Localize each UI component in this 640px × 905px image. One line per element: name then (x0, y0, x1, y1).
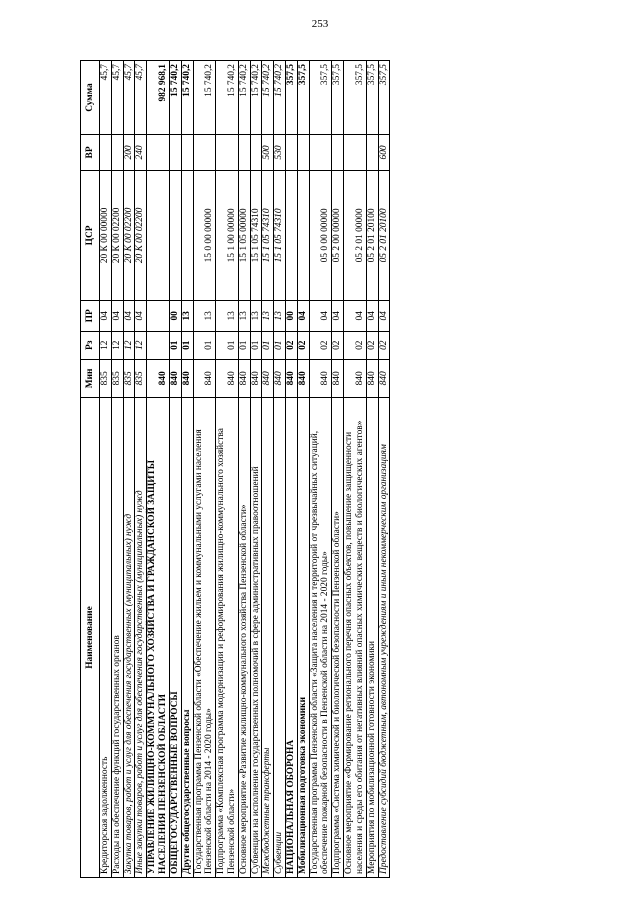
cell-sum: 15 740,2 (262, 61, 274, 135)
cell-vr (344, 135, 367, 171)
cell-name: Основное мероприятие «Развитие жилищно-коммунального хозяйства Пензенской области» (238, 398, 250, 878)
cell-vr: 530 (274, 135, 286, 171)
cell-min: 840 (297, 359, 309, 397)
cell-pr (147, 301, 170, 332)
cell-pr: 13 (193, 301, 216, 332)
cell-min: 835 (135, 359, 147, 397)
cell-rz: 01 (262, 331, 274, 359)
cell-pr: 13 (216, 301, 239, 332)
cell-sum: 357,5 (309, 61, 332, 135)
table-row (332, 61, 344, 878)
header-sum: Сумма (81, 61, 100, 135)
cell-name: ОБЩЕГОСУДАРСТВЕННЫЕ ВОПРОСЫ (169, 398, 181, 878)
cell-name: Мероприятия по мобилизационной готовности экономики (366, 398, 378, 878)
cell-name: Закупка товаров, работ и услуг для обеспечения государственных (муниципальных) нужд (123, 398, 135, 878)
cell-name: Подпрограмма «Система химической и биологической безопасности Пензенской области» (332, 398, 344, 878)
table-row (216, 61, 239, 878)
table-row (274, 61, 286, 878)
cell-pr: 13 (250, 301, 262, 332)
table-row (111, 61, 123, 878)
cell-rz: 01 (250, 331, 262, 359)
cell-rz (147, 331, 170, 359)
cell-min: 840 (193, 359, 216, 397)
cell-vr (238, 135, 250, 171)
cell-csr: 15 1 05 74310 (274, 170, 286, 300)
cell-min: 835 (100, 359, 112, 397)
table-row (169, 61, 181, 878)
cell-name: НАЦИОНАЛЬНАЯ ОБОРОНА (286, 398, 298, 878)
table-row (100, 61, 112, 878)
cell-rz: 01 (181, 331, 193, 359)
cell-name: Мобилизационная подготовка экономики (297, 398, 309, 878)
cell-min: 840 (147, 359, 170, 397)
cell-name: Субвенции на исполнение государственных полномочий в сфере административных правоотношений (250, 398, 262, 878)
cell-csr: 15 1 05 74310 (250, 170, 262, 300)
cell-vr (309, 135, 332, 171)
cell-rz: 01 (238, 331, 250, 359)
table-row (378, 61, 390, 878)
cell-min: 840 (238, 359, 250, 397)
cell-sum: 15 740,2 (216, 61, 239, 135)
cell-pr: 04 (111, 301, 123, 332)
cell-sum: 357,5 (366, 61, 378, 135)
cell-sum: 15 740,2 (193, 61, 216, 135)
cell-min: 840 (216, 359, 239, 397)
cell-pr: 13 (262, 301, 274, 332)
table-row (147, 61, 170, 878)
cell-pr: 04 (366, 301, 378, 332)
table-row (238, 61, 250, 878)
cell-name: Государственная программа Пензенской области «Защита населения и территорий от чрезвычайных ситуаций, обеспечение пожарной безопасности в Пензенской области на 2014 - 2020 годы» (309, 398, 332, 878)
cell-rz: 01 (216, 331, 239, 359)
cell-min: 840 (274, 359, 286, 397)
cell-rz: 02 (297, 331, 309, 359)
cell-name: Межбюджетные трансферты (262, 398, 274, 878)
table-row (297, 61, 309, 878)
cell-rz: 02 (286, 331, 298, 359)
cell-name: Расходы на обеспечение функций государственных органов (111, 398, 123, 878)
cell-rz: 01 (274, 331, 286, 359)
cell-pr: 04 (123, 301, 135, 332)
cell-rz: 12 (123, 331, 135, 359)
table-row (123, 61, 135, 878)
cell-min: 835 (111, 359, 123, 397)
table-header-row (81, 61, 100, 878)
cell-pr: 04 (297, 301, 309, 332)
cell-pr: 00 (286, 301, 298, 332)
cell-vr: 240 (135, 135, 147, 171)
cell-vr (100, 135, 112, 171)
cell-csr (297, 170, 309, 300)
table-row (181, 61, 193, 878)
cell-csr: 20 К 00 02200 (111, 170, 123, 300)
cell-vr (181, 135, 193, 171)
cell-vr (111, 135, 123, 171)
cell-pr: 13 (274, 301, 286, 332)
cell-pr: 04 (332, 301, 344, 332)
cell-rz: 01 (193, 331, 216, 359)
budget-table (80, 60, 390, 878)
table-row (193, 61, 216, 878)
cell-vr (250, 135, 262, 171)
cell-vr (286, 135, 298, 171)
cell-csr: 15 1 05 00000 (238, 170, 250, 300)
cell-sum: 357,5 (344, 61, 367, 135)
cell-csr: 15 1 05 74310 (262, 170, 274, 300)
cell-vr (297, 135, 309, 171)
cell-rz: 12 (111, 331, 123, 359)
cell-csr (286, 170, 298, 300)
table-row (366, 61, 378, 878)
cell-csr: 05 0 00 00000 (309, 170, 332, 300)
cell-sum: 45,7 (111, 61, 123, 135)
cell-rz: 02 (332, 331, 344, 359)
cell-sum: 15 740,2 (250, 61, 262, 135)
cell-sum: 45,7 (135, 61, 147, 135)
table-row (135, 61, 147, 878)
cell-sum: 15 740,2 (169, 61, 181, 135)
cell-vr (216, 135, 239, 171)
header-min: Мин (81, 359, 100, 397)
cell-name: УПРАВЛЕНИЕ ЖИЛИЩНО-КОММУНАЛЬНОГО ХОЗЯЙСТВА И ГРАЖДАНСКОЙ ЗАЩИТЫ НАСЕЛЕНИЯ ПЕНЗЕНСКОЙ ОБЛАСТИ (147, 398, 170, 878)
cell-name: Субвенции (274, 398, 286, 878)
cell-rz: 12 (100, 331, 112, 359)
cell-pr: 04 (344, 301, 367, 332)
cell-csr (169, 170, 181, 300)
cell-min: 840 (250, 359, 262, 397)
table-row (286, 61, 298, 878)
cell-rz: 02 (378, 331, 390, 359)
cell-sum: 982 968,1 (147, 61, 170, 135)
table-row (344, 61, 367, 878)
cell-sum: 15 740,2 (181, 61, 193, 135)
cell-min: 840 (169, 359, 181, 397)
cell-csr: 20 К 00 00000 (100, 170, 112, 300)
cell-rz: 12 (135, 331, 147, 359)
cell-name: Основное мероприятие «Формирование регионального перечня опасных объектов, повышение защищенности населения и среды его обитания от негативных влияний опасных химических веществ и биологических агентов» (344, 398, 367, 878)
table-body (100, 61, 390, 878)
cell-sum: 357,5 (378, 61, 390, 135)
cell-min: 840 (366, 359, 378, 397)
table-row (309, 61, 332, 878)
cell-csr: 05 2 01 20100 (366, 170, 378, 300)
cell-min: 840 (181, 359, 193, 397)
cell-min: 835 (123, 359, 135, 397)
cell-pr: 13 (181, 301, 193, 332)
cell-csr: 15 0 00 00000 (193, 170, 216, 300)
cell-csr: 20 К 00 02200 (123, 170, 135, 300)
cell-vr: 200 (123, 135, 135, 171)
cell-csr (147, 170, 170, 300)
cell-min: 840 (309, 359, 332, 397)
table-row (250, 61, 262, 878)
cell-csr (181, 170, 193, 300)
cell-vr: 500 (262, 135, 274, 171)
cell-vr (193, 135, 216, 171)
cell-pr: 00 (169, 301, 181, 332)
cell-csr: 20 К 00 02200 (135, 170, 147, 300)
cell-vr (366, 135, 378, 171)
cell-vr (169, 135, 181, 171)
cell-vr: 600 (378, 135, 390, 171)
cell-name: Предоставление субсидий бюджетным, автономным учреждениям и иным некоммерческим организациям (378, 398, 390, 878)
cell-pr: 04 (378, 301, 390, 332)
cell-vr (147, 135, 170, 171)
cell-sum: 357,5 (297, 61, 309, 135)
cell-min: 840 (262, 359, 274, 397)
cell-pr: 04 (135, 301, 147, 332)
cell-sum: 45,7 (100, 61, 112, 135)
cell-sum: 45,7 (123, 61, 135, 135)
cell-pr: 04 (100, 301, 112, 332)
rotated-table-container (80, 60, 592, 878)
cell-csr: 05 2 01 00000 (344, 170, 367, 300)
cell-rz: 02 (366, 331, 378, 359)
header-name: Наименование (81, 398, 100, 878)
cell-csr: 05 2 01 20100 (378, 170, 390, 300)
cell-name: Иные закупки товаров, работ и услуг для обеспечения государственных (муниципальных) нужд (135, 398, 147, 878)
cell-sum: 15 740,2 (238, 61, 250, 135)
cell-rz: 02 (344, 331, 367, 359)
cell-min: 840 (332, 359, 344, 397)
cell-rz: 01 (169, 331, 181, 359)
cell-sum: 15 740,2 (274, 61, 286, 135)
header-rz: Рз (81, 331, 100, 359)
cell-min: 840 (344, 359, 367, 397)
cell-vr (332, 135, 344, 171)
cell-min: 840 (378, 359, 390, 397)
cell-min: 840 (286, 359, 298, 397)
cell-rz: 02 (309, 331, 332, 359)
table-row (262, 61, 274, 878)
header-pr: ПР (81, 301, 100, 332)
cell-csr: 15 1 00 00000 (216, 170, 239, 300)
cell-name: Государственная программа Пензенской области «Обеспечение жильем и коммунальными услугами населения Пензенской области на 2014 - 2020 годы» (193, 398, 216, 878)
cell-pr: 04 (309, 301, 332, 332)
cell-csr: 05 2 00 00000 (332, 170, 344, 300)
page-number: 253 (311, 18, 329, 30)
cell-sum: 357,5 (332, 61, 344, 135)
cell-name: Другие общегосударственные вопросы (181, 398, 193, 878)
cell-name: Подпрограмма «Комплексная программа модернизации и реформирования жилищно-коммунального хозяйства Пензенской области» (216, 398, 239, 878)
cell-name: Кредиторская задолженность (100, 398, 112, 878)
header-csr: ЦСР (81, 170, 100, 300)
cell-pr: 13 (238, 301, 250, 332)
header-vr: ВР (81, 135, 100, 171)
cell-sum: 357,5 (286, 61, 298, 135)
